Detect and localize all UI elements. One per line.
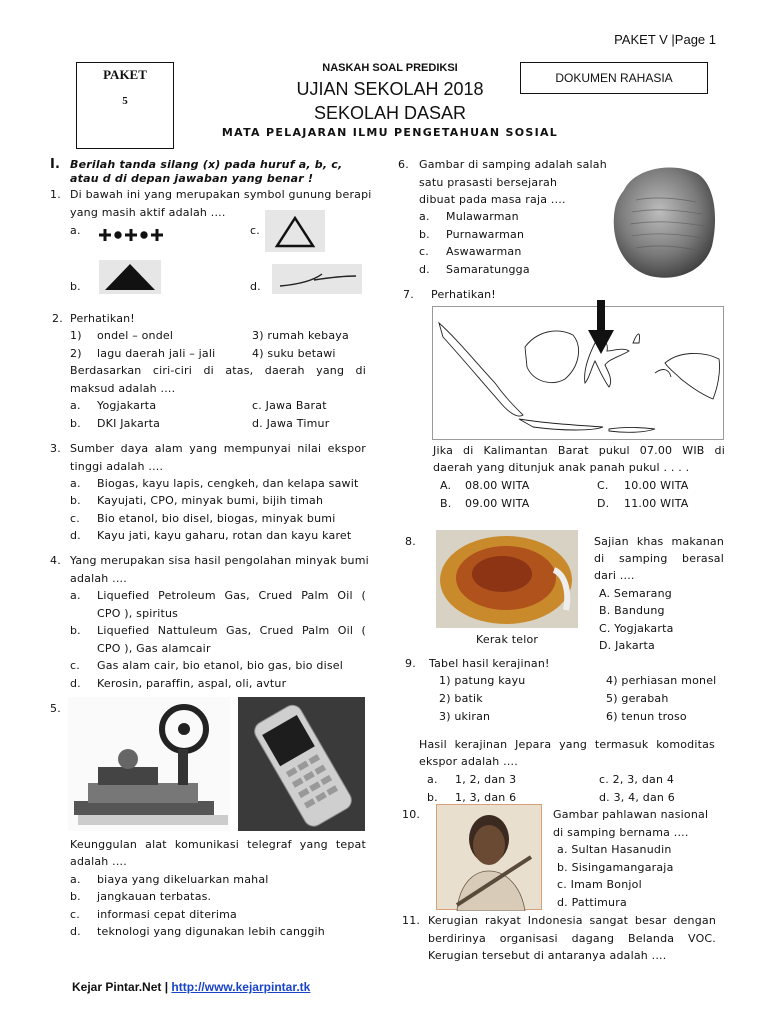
q8-line-2: di samping berasal <box>594 552 724 565</box>
q1-number: 1. <box>50 188 61 201</box>
q1-option-a-letter: a. <box>70 224 81 237</box>
q8-line-1: Sajian khas makanan <box>594 535 724 548</box>
q4-option-a-letter: a. <box>70 589 81 602</box>
q5-number: 5. <box>50 702 61 715</box>
section-roman: I. <box>50 157 61 172</box>
q11-line-3: Kerugian tersebut di antaranya adalah .... <box>428 949 667 962</box>
mobile-phone-image <box>238 697 365 831</box>
q11-line-2: berdirinya organisasi dagang Belanda VOC. <box>428 932 716 945</box>
q3-line-1: Sumber daya alam yang mempunyai nilai ekspor <box>70 442 366 455</box>
q8-line-3: dari .... <box>594 569 635 582</box>
q8-option-d: D. Jakarta <box>599 639 655 652</box>
q5-option-a: biaya yang dikeluarkan mahal <box>97 873 269 886</box>
q4-option-a-line-2: CPO ), spiritus <box>97 607 179 620</box>
q4-option-a-line-1: Liquefied Petroleum Gas, Crued Palm Oil ( <box>97 589 366 602</box>
q10-line-1: Gambar pahlawan nasional <box>553 808 709 821</box>
q1-option-c-letter: c. <box>250 224 260 237</box>
q2-option-d: d. Jawa Timur <box>252 417 330 430</box>
q10-line-2: di samping bernama .... <box>553 826 689 839</box>
q6-option-b-letter: b. <box>419 228 430 241</box>
q5-option-c-letter: c. <box>70 908 80 921</box>
q10-number: 10. <box>402 808 421 821</box>
q8-option-c: C. Yogjakarta <box>599 622 674 635</box>
footer-site: Kejar Pintar.Net <box>72 980 162 994</box>
confidential-box: DOKUMEN RAHASIA <box>520 62 708 94</box>
volcano-symbol-b-icon <box>99 260 161 294</box>
q2-item-2: lagu daerah jali – jali <box>97 347 216 360</box>
q4-option-c-letter: c. <box>70 659 80 672</box>
q2-number: 2. <box>52 312 63 325</box>
q2-item-1: ondel – ondel <box>97 329 174 342</box>
down-arrow-icon <box>586 298 616 356</box>
q4-number: 4. <box>50 554 61 567</box>
q6-option-a-letter: a. <box>419 210 430 223</box>
q7-option-a: 08.00 WITA <box>465 479 530 492</box>
volcano-symbol-a-icon <box>97 226 167 244</box>
q7-option-d-letter: D. <box>597 497 610 510</box>
q1-line-2: yang masih aktif adalah .... <box>70 206 226 219</box>
q4-line-1: Yang merupakan sisa hasil pengolahan minyak bumi <box>70 554 369 567</box>
q2-item-1-num: 1) <box>70 329 82 342</box>
q10-option-d: d. Pattimura <box>557 896 627 909</box>
q4-line-2: adalah .... <box>70 572 127 585</box>
q8-caption: Kerak telor <box>476 633 539 646</box>
q5-option-d: teknologi yang digunakan lebih canggih <box>97 925 325 938</box>
paket-box <box>76 62 174 149</box>
q5-line-1: Keunggulan alat komunikasi telegraf yang tepat <box>70 838 366 851</box>
exam-title: UJIAN SEKOLAH 2018 <box>296 79 484 99</box>
q9-head: Tabel hasil kerajinan! <box>429 657 550 670</box>
q2-item-3: 3) rumah kebaya <box>252 329 349 342</box>
q2-option-b-letter: b. <box>70 417 81 430</box>
q3-option-c-letter: c. <box>70 512 80 525</box>
q7-option-b: 09.00 WITA <box>465 497 530 510</box>
school-level: SEKOLAH DASAR <box>313 103 467 123</box>
q2-option-a-letter: a. <box>70 399 81 412</box>
q7-number: 7. <box>403 288 414 301</box>
q2-head: Perhatikan! <box>70 312 135 325</box>
q6-option-d: Samaratungga <box>446 263 530 276</box>
q9-option-c: c. 2, 3, dan 4 <box>599 773 675 786</box>
q2-stem-2: maksud adalah .... <box>70 382 176 395</box>
q9-item-1: 1) patung kayu <box>439 674 526 687</box>
q4-option-b-line-1: Liquefied Nattuleum Gas, Crued Palm Oil ( <box>97 624 366 637</box>
q7-option-c-letter: C. <box>597 479 609 492</box>
volcano-symbol-c-icon <box>265 210 325 252</box>
q1-line-1: Di bawah ini yang merupakan symbol gunung berapi <box>70 188 372 201</box>
paket-number: 5 <box>122 95 128 107</box>
q6-number: 6. <box>398 158 409 171</box>
q2-stem-1: Berdasarkan ciri-ciri di atas, daerah yang di <box>70 364 366 377</box>
q4-option-d: Kerosin, paraffin, aspal, oli, avtur <box>97 677 287 690</box>
q5-option-c: informasi cepat diterima <box>97 908 238 921</box>
instruction-line-2: atau d di depan jawaban yang benar ! <box>70 172 314 185</box>
q6-option-d-letter: d. <box>419 263 430 276</box>
q9-item-5: 5) gerabah <box>606 692 669 705</box>
q3-option-c: Bio etanol, bio disel, biogas, minyak bumi <box>97 512 336 525</box>
q7-option-b-letter: B. <box>440 497 452 510</box>
instruction-line-1: Berilah tanda silang (x) pada huruf a, b, c, <box>70 158 343 171</box>
naskah-title: NASKAH SOAL PREDIKSI <box>322 62 458 74</box>
q7-line-2: daerah yang ditunjuk anak panah pukul . . . . <box>433 461 690 474</box>
q11-number: 11. <box>402 914 421 927</box>
q1-option-d-letter: d. <box>250 280 261 293</box>
q9-option-d: d. 3, 4, dan 6 <box>599 791 675 804</box>
footer <box>72 980 310 994</box>
q1-option-b-letter: b. <box>70 280 81 293</box>
q3-number: 3. <box>50 442 61 455</box>
q11-line-1: Kerugian rakyat Indonesia sangat besar dengan <box>428 914 716 927</box>
q4-option-c: Gas alam cair, bio etanol, bio gas, bio disel <box>97 659 344 672</box>
q10-option-c: c. Imam Bonjol <box>557 878 642 891</box>
inscription-stone-image <box>606 160 720 284</box>
footer-separator: | <box>164 980 169 994</box>
q7-option-a-letter: A. <box>440 479 452 492</box>
kerak-telor-image <box>436 530 578 628</box>
q10-option-b: b. Sisingamangaraja <box>557 861 674 874</box>
footer-link[interactable]: http://www.kejarpintar.tk <box>171 980 311 994</box>
q6-option-a: Mulawarman <box>446 210 519 223</box>
q4-option-b-line-2: CPO ), Gas alamcair <box>97 642 211 655</box>
q6-line-1: Gambar di samping adalah salah <box>419 158 607 171</box>
hero-portrait-image <box>436 804 542 910</box>
q3-line-2: tinggi adalah .... <box>70 460 164 473</box>
paket-label: PAKET <box>103 67 147 82</box>
q2-option-b: DKI Jakarta <box>97 417 161 430</box>
q4-option-b-letter: b. <box>70 624 81 637</box>
q6-line-2: satu prasasti bersejarah <box>419 176 558 189</box>
q6-line-3: dibuat pada masa raja .... <box>419 193 566 206</box>
q2-item-4: 4) suku betawi <box>252 347 336 360</box>
q9-item-2: 2) batik <box>439 692 483 705</box>
q8-option-a: A. Semarang <box>599 587 672 600</box>
q9-option-b-letter: b. <box>427 791 438 804</box>
q2-option-c: c. Jawa Barat <box>252 399 327 412</box>
q9-option-a: 1, 2, dan 3 <box>455 773 517 786</box>
q9-item-6: 6) tenun troso <box>606 710 687 723</box>
q6-option-c-letter: c. <box>419 245 429 258</box>
q3-option-d: Kayu jati, kayu gaharu, rotan dan kayu karet <box>97 529 352 542</box>
q3-option-d-letter: d. <box>70 529 81 542</box>
q8-number: 8. <box>405 535 416 548</box>
q9-item-4: 4) perhiasan monel <box>606 674 717 687</box>
q9-line-2: ekspor adalah .... <box>419 755 518 768</box>
q9-number: 9. <box>405 657 416 670</box>
volcano-symbol-d-icon <box>272 264 362 294</box>
q5-option-b: jangkauan terbatas. <box>97 890 212 903</box>
q7-head: Perhatikan! <box>431 288 496 301</box>
q3-option-a-letter: a. <box>70 477 81 490</box>
q9-option-b: 1, 3, dan 6 <box>455 791 517 804</box>
q7-line-1: Jika di Kalimantan Barat pukul 07.00 WIB di <box>433 444 725 457</box>
q7-option-c: 10.00 WITA <box>624 479 689 492</box>
q5-option-a-letter: a. <box>70 873 81 886</box>
q9-line-1: Hasil kerajinan Jepara yang termasuk komoditas <box>419 738 715 751</box>
q3-option-b: Kayujati, CPO, minyak bumi, bijih timah <box>97 494 324 507</box>
indonesia-map <box>432 306 724 440</box>
q9-item-3: 3) ukiran <box>439 710 491 723</box>
q7-option-d: 11.00 WITA <box>624 497 689 510</box>
q3-option-a: Biogas, kayu lapis, cengkeh, dan kelapa sawit <box>97 477 359 490</box>
q3-option-b-letter: b. <box>70 494 81 507</box>
q5-option-d-letter: d. <box>70 925 81 938</box>
q8-option-b: B. Bandung <box>599 604 665 617</box>
q4-option-d-letter: d. <box>70 677 81 690</box>
q2-option-a: Yogjakarta <box>97 399 157 412</box>
q2-item-2-num: 2) <box>70 347 82 360</box>
page-reference: PAKET V |Page 1 <box>614 32 716 47</box>
q5-option-b-letter: b. <box>70 890 81 903</box>
q5-line-2: adalah .... <box>70 855 127 868</box>
q6-option-c: Aswawarman <box>446 245 522 258</box>
q10-option-a: a. Sultan Hasanudin <box>557 843 672 856</box>
telegraph-image <box>68 697 230 831</box>
subject-title: MATA PELAJARAN ILMU PENGETAHUAN SOSIAL <box>221 126 559 139</box>
q9-option-a-letter: a. <box>427 773 438 786</box>
q6-option-b: Purnawarman <box>446 228 525 241</box>
